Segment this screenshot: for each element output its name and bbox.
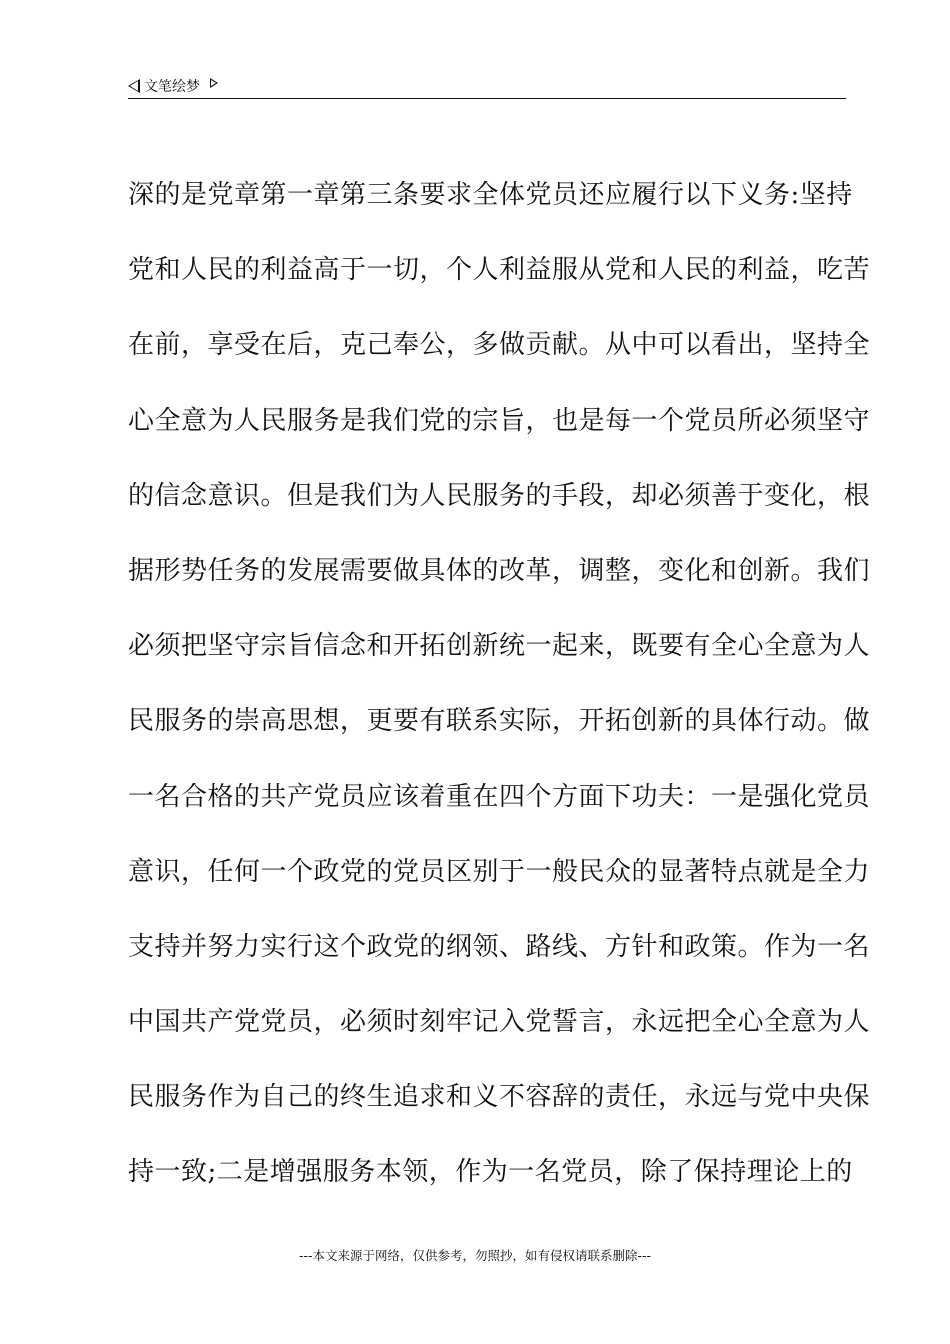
- text-line: 民服务的崇高思想，更要有联系实际，开拓创新的具体行动。做: [128, 706, 871, 737]
- text-line: 一名合格的共产党员应该着重在四个方面下功夫：一是强化党员: [128, 781, 871, 812]
- header-brand: [128, 76, 218, 96]
- page-header: [128, 74, 846, 98]
- text-line: 民服务作为自己的终生追求和义不容辞的责任，永远与党中央保: [128, 1082, 871, 1113]
- left-triangle-icon: [128, 79, 140, 93]
- text-line: 必须把坚守宗旨信念和开拓创新统一起来，既要有全心全意为人: [128, 631, 871, 662]
- text-line: 党和人民的利益高于一切，个人利益服从党和人民的利益，吃苦: [128, 255, 871, 286]
- text-line: 在前，享受在后，克己奉公，多做贡献。从中可以看出，坚持全: [128, 330, 871, 361]
- text-line: 中国共产党党员，必须时刻牢记入党誓言，永远把全心全意为人: [128, 1007, 871, 1038]
- footer-notice: ---本文来源于网络，仅供参考，勿照抄，如有侵权请联系删除---: [298, 1248, 652, 1263]
- body-text: [128, 169, 871, 1222]
- text-line: 持一致;二是增强服务本领，作为一名党员，除了保持理论上的: [128, 1157, 853, 1188]
- brand-name: 文笔绘梦: [144, 79, 200, 95]
- header-divider: [128, 98, 846, 99]
- text-line: 心全意为人民服务是我们党的宗旨，也是每一个党员所必须坚守: [128, 405, 871, 436]
- text-line: 深的是党章第一章第三条要求全体党员还应履行以下义务:坚持: [128, 180, 853, 210]
- text-line: 据形势任务的发展需要做具体的改革，调整，变化和创新。我们: [128, 555, 871, 586]
- text-line: 支持并努力实行这个政党的纲领、路线、方针和政策。作为一名: [128, 931, 871, 962]
- text-line: 意识，任何一个政党的党员区别于一般民众的显著特点就是全力: [128, 856, 871, 887]
- right-triangle-icon: [210, 78, 218, 88]
- text-line: 的信念意识。但是我们为人民服务的手段，却必须善于变化，根: [128, 480, 871, 511]
